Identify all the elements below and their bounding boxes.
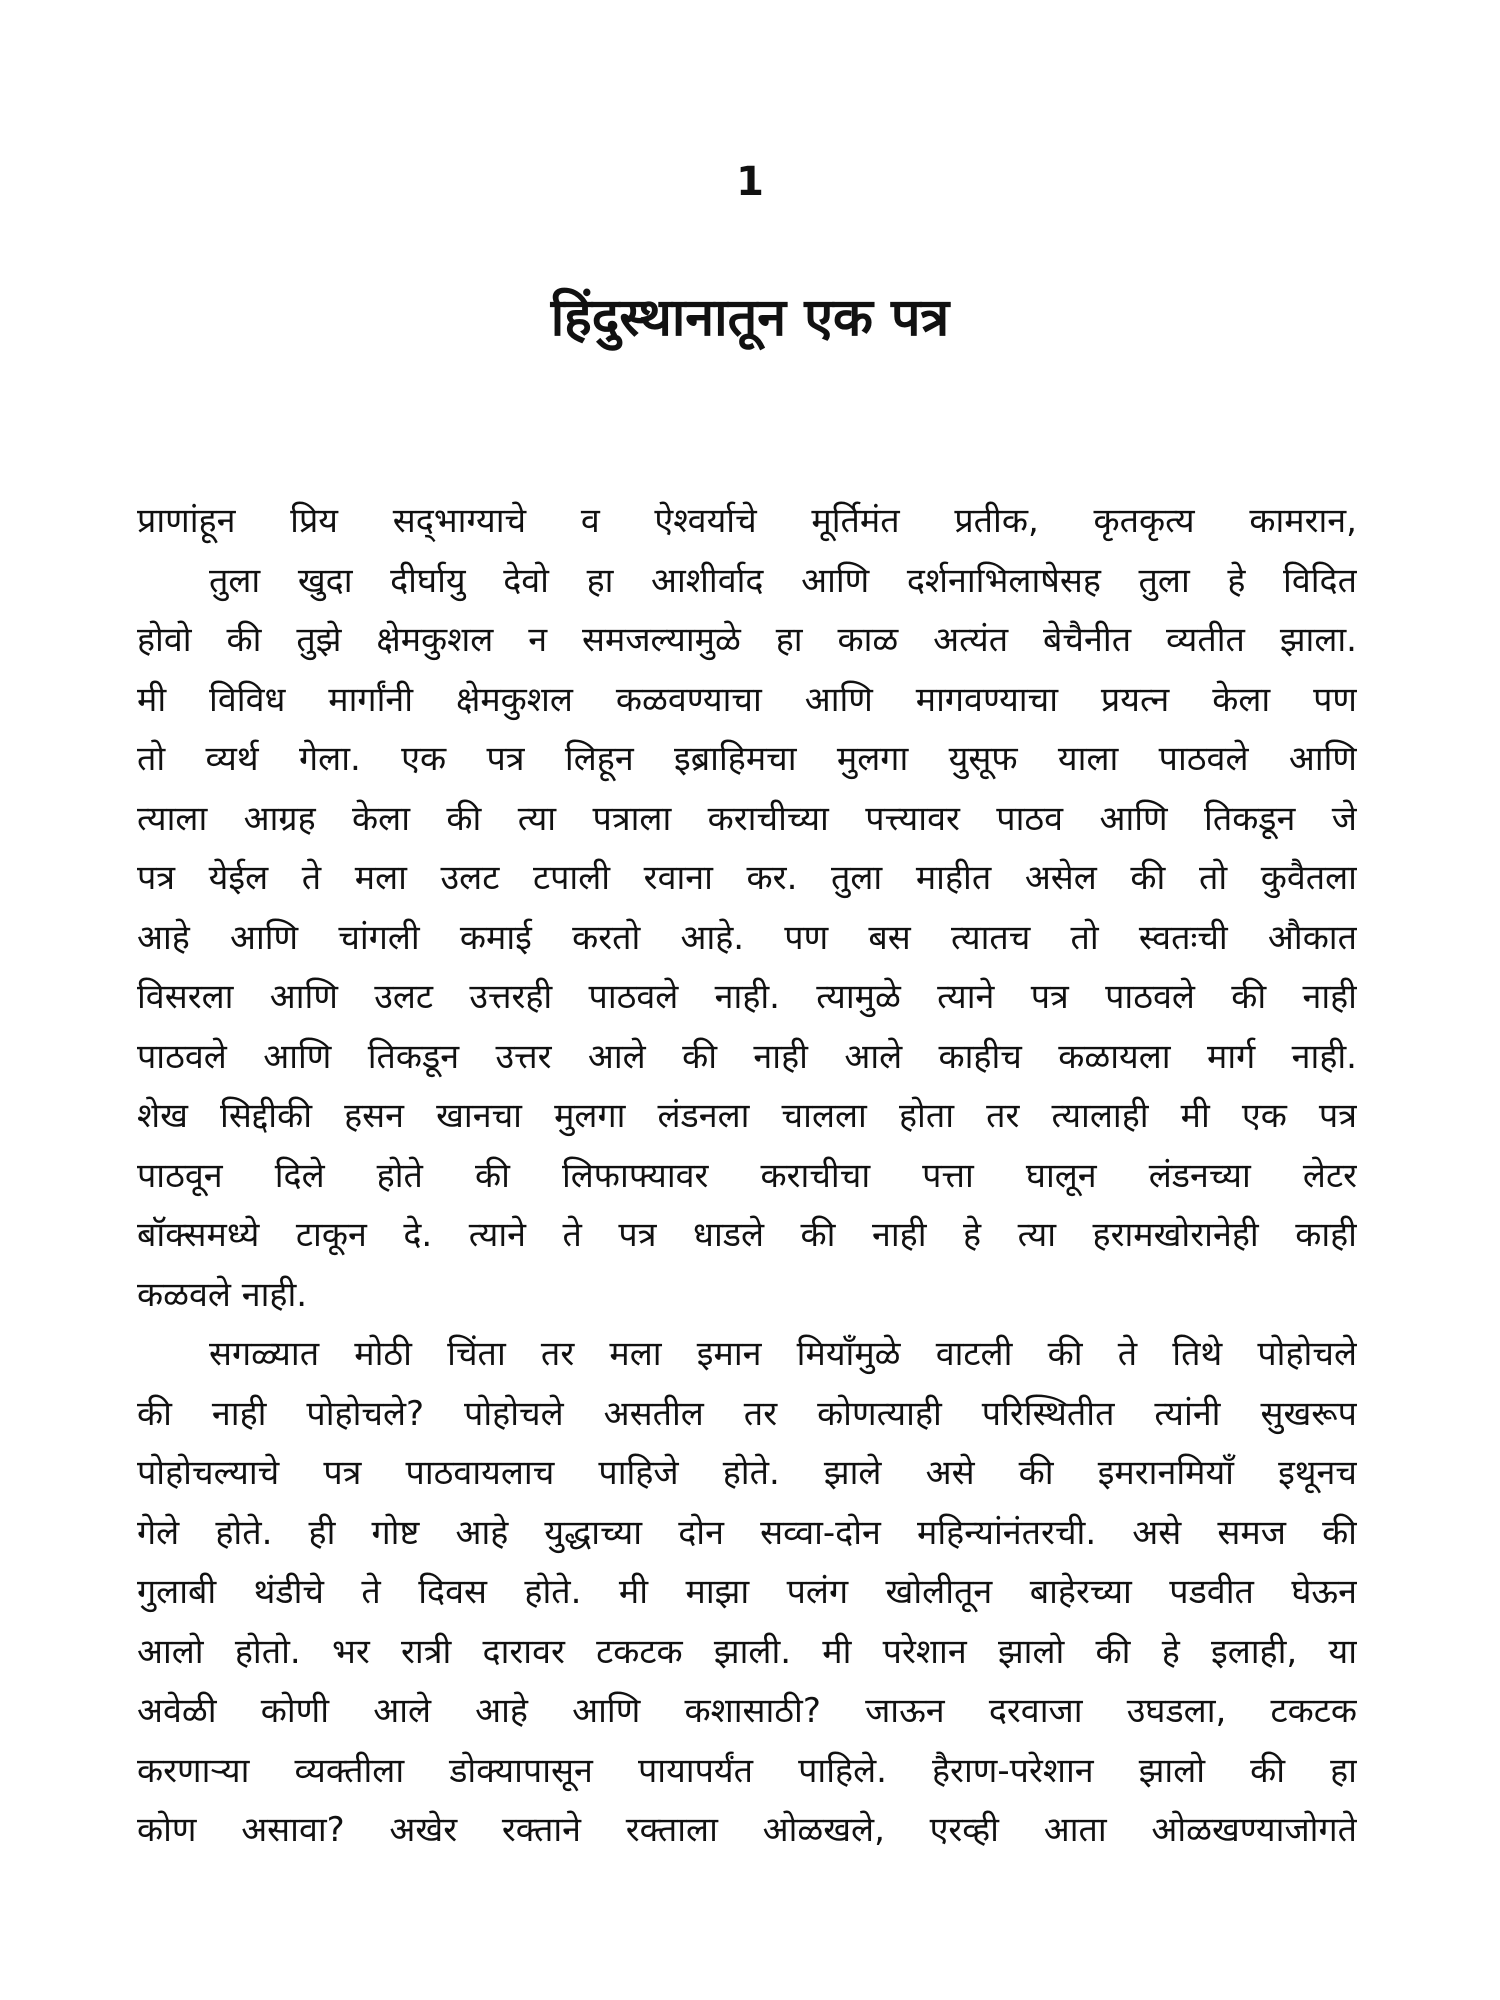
text-line: विसरला आणि उलट उत्तरही पाठवले नाही. त्यामुळे त्याने पत्र पाठवले की नाही [137, 977, 1357, 1017]
text-line: बॉक्समध्ये टाकून दे. त्याने ते पत्र धाडले की नाही हे त्या हरामखोरानेही काही [137, 1215, 1357, 1255]
text-line: आहे आणि चांगली कमाई करतो आहे. पण बस त्यातच तो स्वतःची औकात [137, 917, 1357, 958]
text-line: तुला खुदा दीर्घायु देवो हा आशीर्वाद आणि दर्शनाभिलाषेसह तुला हे विदित [209, 560, 1357, 601]
text-line: पाठवून दिले होते की लिफाफ्यावर कराचीचा पत्ता घालून लंडनच्या लेटर [137, 1155, 1357, 1196]
text-line: आलो होतो. भर रात्री दारावर टकटक झाली. मी परेशान झालो की हे इलाही, या [137, 1631, 1357, 1672]
text-line: पाठवले आणि तिकडून उत्तर आले की नाही आले काहीच कळायला मार्ग नाही. [137, 1036, 1357, 1077]
chapter-title: हिंदुस्थानातून एक पत्र [550, 288, 950, 348]
text-line: मी विविध मार्गांनी क्षेमकुशल कळवण्याचा आणि मागवण्याचा प्रयत्न केला पण [137, 679, 1357, 720]
text-line: प्राणांहून प्रिय सद्‌भाग्याचे व ऐश्वर्याचे मूर्तिमंत प्रतीक, कृतकृत्य कामरान, [137, 501, 1357, 541]
chapter-number: 1 [736, 159, 764, 205]
text-line: करणाऱ्या व्यक्तीला डोक्यापासून पायापर्यंत पाहिले. हैराण-परेशान झालो की हा [137, 1750, 1357, 1791]
text-line: होवो की तुझे क्षेमकुशल न समजल्यामुळे हा काळ अत्यंत बेचैनीत व्यतीत झाला. [137, 620, 1357, 660]
text-line: कळवले नाही. [137, 1274, 308, 1315]
text-line: गेले होते. ही गोष्ट आहे युद्धाच्या दोन सव्वा-दोन महिन्यांनंतरची. असे समज की [137, 1512, 1357, 1553]
text-line: कोण असावा? अखेर रक्ताने रक्ताला ओळखले, एरव्ही आता ओळखण्याजोगते [137, 1810, 1357, 1850]
text-line: पोहोचल्याचे पत्र पाठवायलाच पाहिजे होते. झाले असे की इमरानमियाँ इथूनच [137, 1453, 1357, 1493]
text-line: अवेळी कोणी आले आहे आणि कशासाठी? जाऊन दरवाजा उघडला, टकटक [137, 1691, 1357, 1731]
body-text [137, 492, 1357, 1861]
text-line: तो व्यर्थ गेला. एक पत्र लिहून इब्राहिमचा मुलगा युसूफ याला पाठवले आणि [137, 739, 1357, 779]
text-line: सगळ्यात मोठी चिंता तर मला इमान मियाँमुळे वाटली की ते तिथे पोहोचले [209, 1334, 1357, 1374]
text-line: त्याला आग्रह केला की त्या पत्राला कराचीच्या पत्त्यावर पाठव आणि तिकडून जे [137, 798, 1357, 839]
text-line: शेख सिद्दीकी हसन खानचा मुलगा लंडनला चालला होता तर त्यालाही मी एक पत्र [137, 1096, 1357, 1136]
text-line: की नाही पोहोचले? पोहोचले असतील तर कोणत्याही परिस्थितीत त्यांनी सुखरूप [137, 1393, 1357, 1434]
text-line: पत्र येईल ते मला उलट टपाली रवाना कर. तुला माहीत असेल की तो कुवैतला [137, 858, 1357, 898]
text-line: गुलाबी थंडीचे ते दिवस होते. मी माझा पलंग खोलीतून बाहेरच्या पडवीत घेऊन [137, 1572, 1357, 1612]
